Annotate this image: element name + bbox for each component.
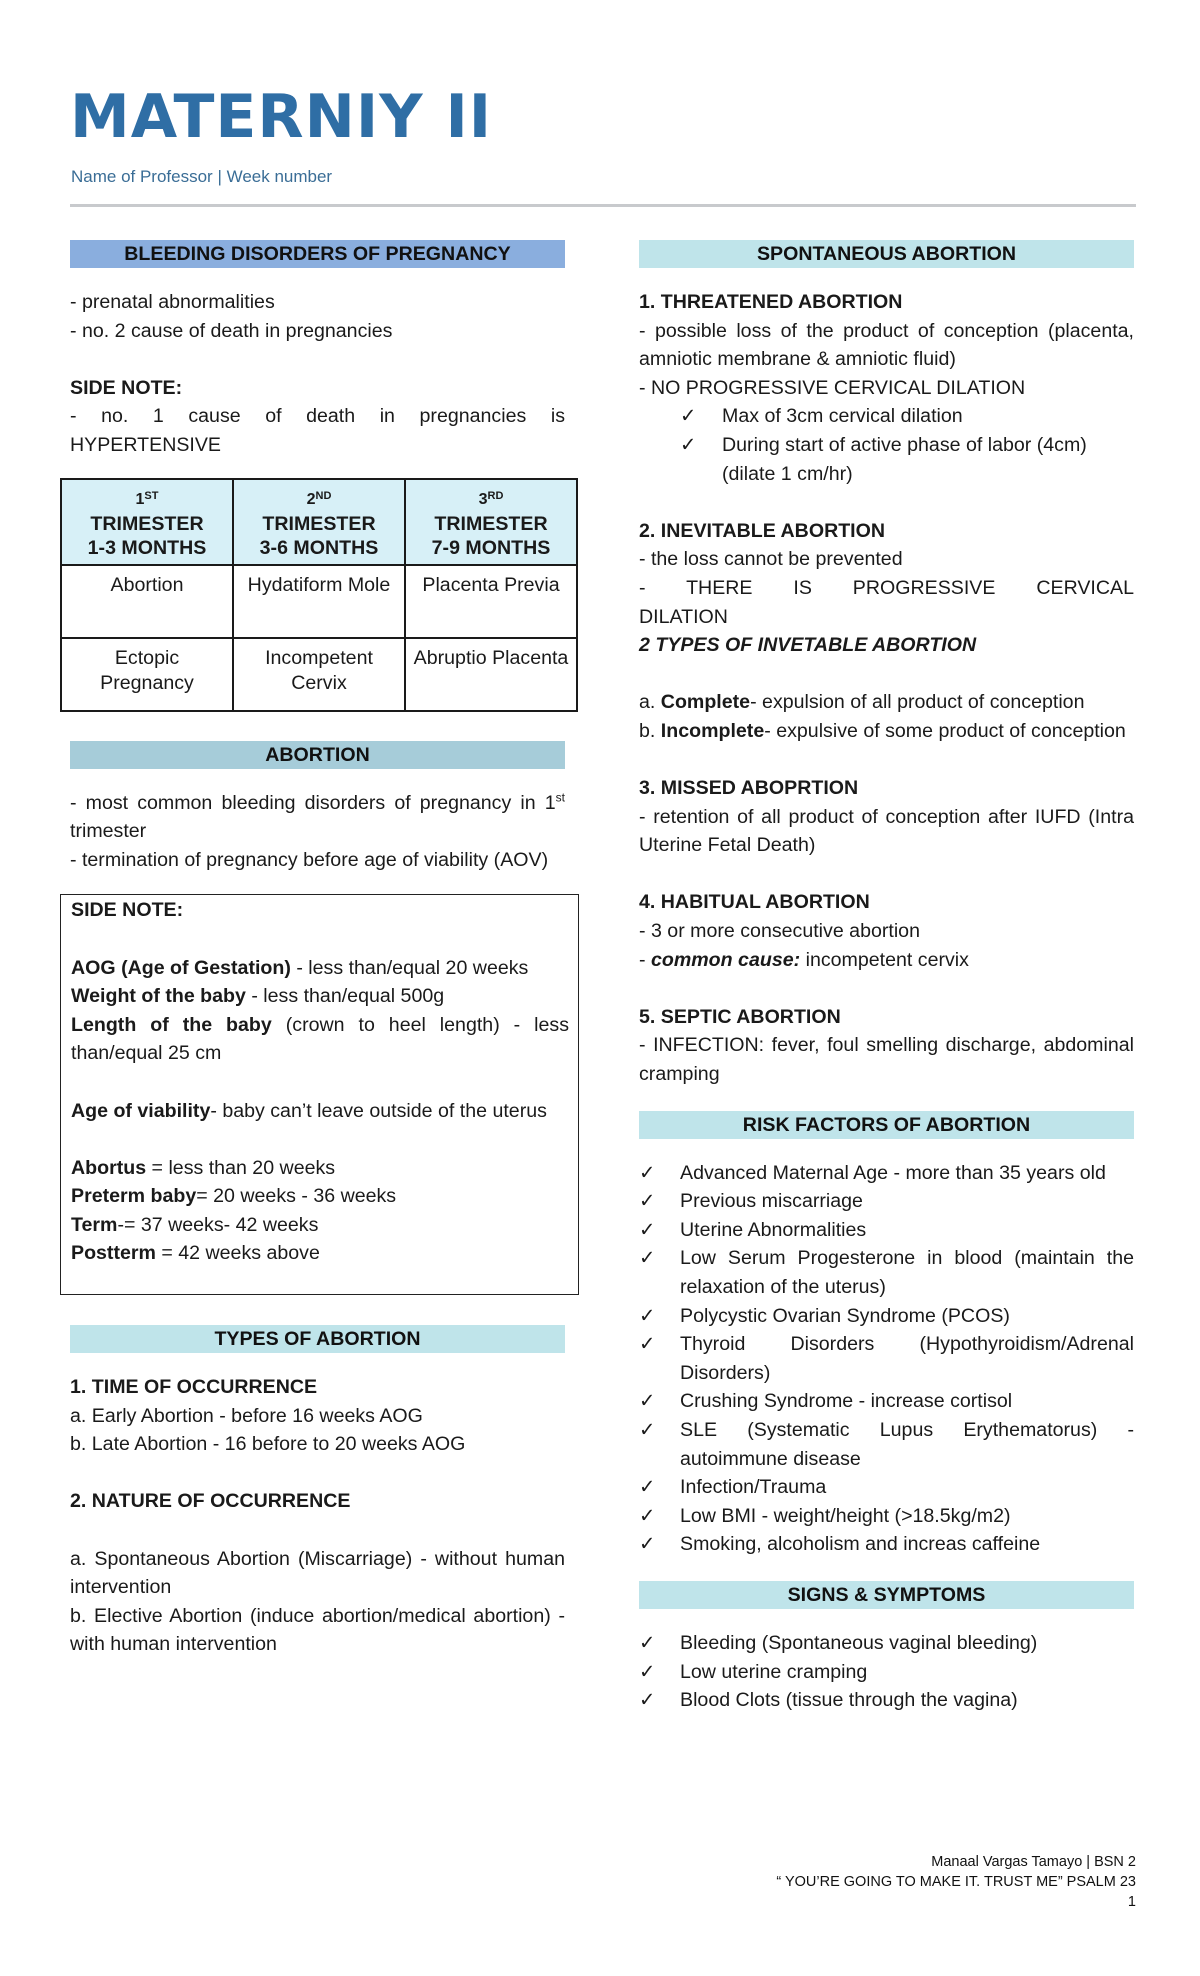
signs-symptoms-list (639, 1629, 1134, 1715)
header-divider (70, 204, 1136, 207)
check-icon: ✓ (680, 433, 697, 456)
list-item: ✓ Bleeding (Spontaneous vaginal bleeding) (639, 1629, 1134, 1658)
inevitable-text: - the loss cannot be prevented (639, 548, 903, 571)
table-cell: Ectopic Pregnancy (61, 638, 233, 711)
aog-note: AOG (Age of Gestation) - less than/equal 20 weeks (71, 956, 529, 979)
habitual-heading: 4. HABITUAL ABORTION (639, 891, 870, 914)
list-item: ✓ Infection/Trauma (639, 1473, 1134, 1502)
septic-text: - INFECTION: fever, foul smelling discharge, abdominal cramping (639, 1034, 1134, 1086)
risk-factors-header: RISK FACTORS OF ABORTION (639, 1111, 1134, 1139)
weight-note: Weight of the baby - less than/equal 500g (71, 985, 445, 1008)
check-icon: ✓ (639, 1660, 656, 1683)
table-row (61, 638, 577, 711)
check-icon: ✓ (639, 1304, 656, 1327)
check-icon: ✓ (639, 1333, 656, 1356)
right-column (639, 240, 1134, 1715)
page-number: 1 (1127, 1894, 1136, 1910)
list-item: ✓ Crushing Syndrome - increase cortisol (639, 1387, 1134, 1416)
table-cell: Placenta Previa (405, 565, 577, 638)
types-of-abortion-header: TYPES OF ABORTION (70, 1325, 565, 1353)
spontaneous-abortion-header: SPONTANEOUS ABORTION (639, 240, 1134, 268)
missed-heading: 3. MISSED ABOPRTION (639, 777, 859, 800)
check-icon: ✓ (639, 1218, 656, 1241)
check-item: ✓ Max of 3cm cervical dilation (639, 402, 1134, 431)
bleeding-line: - prenatal abnormalities (70, 291, 275, 313)
abortion-termination: - termination of pregnancy before age of viability (AOV) (70, 848, 549, 871)
abortion-header: ABORTION (70, 741, 565, 769)
check-item: ✓ During start of active phase of labor (4cm) (dilate 1 cm/hr) (639, 431, 1134, 488)
side-note-label: SIDE NOTE: (70, 376, 183, 399)
inevitable-heading: 2. INEVITABLE ABORTION (639, 519, 886, 542)
table-cell: Incompetent Cervix (233, 638, 405, 711)
check-icon: ✓ (639, 1476, 656, 1499)
page-footer (776, 1852, 1136, 1912)
abortion-definition: - most common bleeding disorders of pregnancy in 1st trimester (70, 790, 565, 843)
list-item: ✓ SLE (Systematic Lupus Erythematorus) - autoimmune disease (639, 1416, 1134, 1473)
table-cell: Abortion (61, 565, 233, 638)
nature-elective: b. Elective Abortion (induce abortion/medical abortion) - with human intervention (70, 1604, 565, 1656)
preterm-note: Preterm baby= 20 weeks - 36 weeks (71, 1185, 397, 1208)
inevitable-types: 2 TYPES OF INVETABLE ABORTION (639, 634, 977, 657)
check-icon: ✓ (639, 1390, 656, 1413)
bleeding-disorders-header: BLEEDING DISORDERS OF PREGNANCY (70, 240, 565, 268)
nature-spontaneous: a. Spontaneous Abortion (Miscarriage) - without human intervention (70, 1547, 565, 1599)
nature-heading: 2. NATURE OF OCCURRENCE (70, 1490, 351, 1513)
side-note-text: - no. 1 cause of death in pregnancies is HYPERTENSIVE (70, 405, 565, 456)
length-note: Length of the baby (crown to heel length) - less than/equal 25 cm (71, 1013, 569, 1065)
check-icon: ✓ (639, 1631, 656, 1654)
missed-text: - retention of all product of conception after IUFD (Intra Uterine Fetal Death) (639, 805, 1134, 857)
time-late: b. Late Abortion - 16 before to 20 weeks AOG (70, 1433, 466, 1456)
page-title: MATERNIY II (70, 82, 493, 152)
habitual-text: - 3 or more consecutive abortion (639, 920, 920, 943)
check-icon: ✓ (639, 1190, 656, 1213)
trimester-header-row (61, 479, 577, 565)
side-note-box (60, 894, 579, 1295)
check-icon: ✓ (639, 1418, 656, 1441)
incomplete-abortion: b. Incomplete- expulsive of some product of conception (639, 719, 1126, 742)
list-item: ✓ Polycystic Ovarian Syndrome (PCOS) (639, 1302, 1134, 1331)
viability-note: Age of viability- baby can’t leave outside of the uterus (71, 1099, 547, 1122)
left-column (70, 240, 569, 1659)
list-item: ✓ Low Serum Progesterone in blood (maintain the relaxation of the uterus) (639, 1244, 1134, 1301)
check-icon: ✓ (680, 405, 697, 428)
list-item: ✓ Previous miscarriage (639, 1187, 1134, 1216)
list-item: ✓ Thyroid Disorders (Hypothyroidism/Adrenal Disorders) (639, 1330, 1134, 1387)
trimester-header-cell: 2ND TRIMESTER 3-6 MONTHS (233, 479, 405, 565)
threatened-heading: 1. THREATENED ABORTION (639, 291, 903, 313)
check-icon: ✓ (639, 1533, 656, 1556)
list-item: ✓ Smoking, alcoholism and increas caffeine (639, 1530, 1134, 1559)
complete-abortion: a. Complete- expulsion of all product of conception (639, 691, 1085, 714)
risk-factors-list (639, 1159, 1134, 1559)
time-heading: 1. TIME OF OCCURRENCE (70, 1376, 318, 1399)
signs-symptoms-header: SIGNS & SYMPTOMS (639, 1581, 1134, 1609)
trimester-table (60, 478, 578, 712)
check-icon: ✓ (639, 1689, 656, 1712)
habitual-cause: - common cause: incompetent cervix (639, 948, 969, 971)
list-item: ✓ Advanced Maternal Age - more than 35 years old (639, 1159, 1134, 1188)
list-item: ✓ Low BMI - weight/height (>18.5kg/m2) (639, 1502, 1134, 1531)
check-icon: ✓ (639, 1247, 656, 1270)
septic-heading: 5. SEPTIC ABORTION (639, 1005, 841, 1028)
page-subtitle: Name of Professor | Week number (71, 167, 333, 186)
footer-author: Manaal Vargas Tamayo | BSN 2 (931, 1854, 1136, 1870)
time-early: a. Early Abortion - before 16 weeks AOG (70, 1404, 423, 1427)
box-label: SIDE NOTE: (71, 899, 184, 922)
trimester-header-cell: 1ST TRIMESTER 1-3 MONTHS (61, 479, 233, 565)
threatened-no-dilation: - NO PROGRESSIVE CERVICAL DILATION (639, 376, 1026, 399)
footer-quote: “ YOU’RE GOING TO MAKE IT. TRUST ME” PSALM 23 (776, 1874, 1136, 1890)
list-item: ✓ Low uterine cramping (639, 1658, 1134, 1687)
table-cell: Abruptio Placenta (405, 638, 577, 711)
abortus-note: Abortus = less than 20 weeks (71, 1156, 336, 1179)
list-item: ✓ Blood Clots (tissue through the vagina) (639, 1686, 1134, 1715)
trimester-header-cell: 3RD TRIMESTER 7-9 MONTHS (405, 479, 577, 565)
list-item: ✓ Uterine Abnormalities (639, 1216, 1134, 1245)
postterm-note: Postterm = 42 weeks above (71, 1242, 320, 1265)
check-icon: ✓ (639, 1161, 656, 1184)
inevitable-dilation: - THERE IS PROGRESSIVE CERVICAL DILATION (639, 576, 1134, 628)
table-cell: Hydatiform Mole (233, 565, 405, 638)
threatened-text: - possible loss of the product of conception (placenta, amniotic membrane & amniotic fluid) (639, 319, 1134, 371)
table-row (61, 565, 577, 638)
term-note: Term-= 37 weeks- 42 weeks (71, 1213, 319, 1236)
check-icon: ✓ (639, 1504, 656, 1527)
bleeding-line: - no. 2 cause of death in pregnancies (70, 319, 393, 342)
